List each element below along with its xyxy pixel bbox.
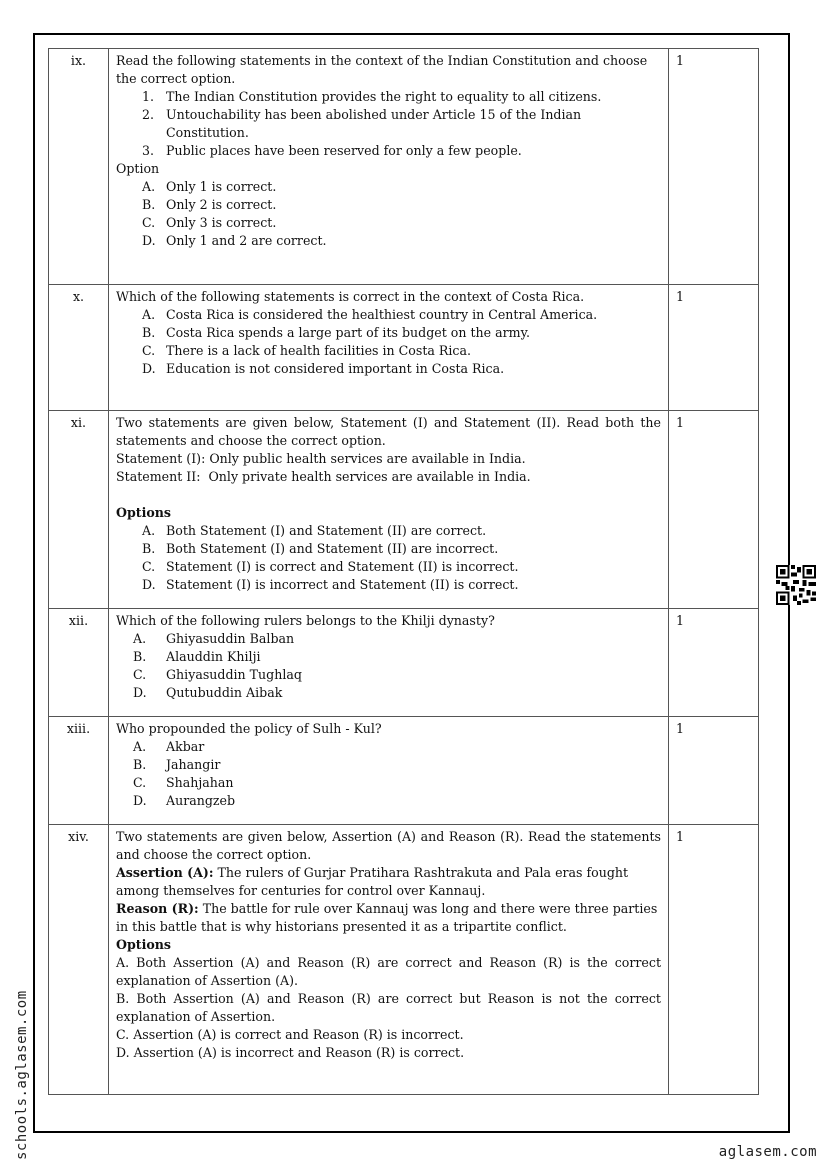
question-row bbox=[49, 411, 759, 609]
statement-two: Statement II: Only private health services are available in India. bbox=[116, 469, 531, 484]
question-table bbox=[48, 48, 759, 1095]
bottom-watermark: aglasem.com bbox=[718, 1144, 817, 1160]
question-number: xii. bbox=[49, 609, 109, 717]
question-number: xiii. bbox=[49, 717, 109, 825]
question-body bbox=[109, 411, 669, 609]
list-item: C. There is a lack of health facilities in Costa Rica. bbox=[142, 343, 471, 358]
list-item: C. Ghiyasuddin Tughlaq bbox=[133, 667, 302, 682]
question-text: Which of the following rulers belongs to the Khilji dynasty? bbox=[116, 613, 495, 628]
option-item: B. Both Assertion (A) and Reason (R) are correct but Reason is not the correct explanation of Assertion. bbox=[116, 991, 661, 1024]
list-item: A. Both Statement (I) and Statement (II) are correct. bbox=[142, 523, 487, 538]
question-body bbox=[109, 717, 669, 825]
question-body bbox=[109, 285, 669, 411]
list-item: D. Qutubuddin Aibak bbox=[133, 685, 283, 700]
list-item: C. Shahjahan bbox=[133, 775, 234, 790]
question-row bbox=[49, 717, 759, 825]
option-list bbox=[116, 522, 661, 594]
list-item: B. Only 2 is correct. bbox=[142, 197, 277, 212]
qr-code-icon bbox=[776, 565, 816, 605]
marks: 1 bbox=[669, 285, 759, 411]
marks: 1 bbox=[669, 825, 759, 1095]
question-row bbox=[49, 285, 759, 411]
statement-one: Statement (I): Only public health services are available in India. bbox=[116, 451, 526, 466]
list-item: D. Education is not considered important in Costa Rica. bbox=[142, 361, 505, 376]
list-item: B. Alauddin Khilji bbox=[133, 649, 261, 664]
question-number: xi. bbox=[49, 411, 109, 609]
assertion-label: Assertion (A): bbox=[116, 865, 214, 880]
option-label: Options bbox=[116, 937, 172, 952]
side-watermark: schools.aglasem.com bbox=[14, 990, 30, 1160]
question-text: Two statements are given below, Assertion (A) and Reason (R). Read the statements and choose the correct option. bbox=[116, 829, 661, 862]
option-item: A. Both Assertion (A) and Reason (R) are correct and Reason (R) is the correct explanation of Assertion (A). bbox=[116, 955, 661, 988]
option-list bbox=[116, 630, 661, 702]
assertion-text: The rulers of Gurjar Pratihara Rashtrakuta and Pala eras fought among themselves for centuries for control over Kannauj. bbox=[116, 865, 629, 898]
question-row bbox=[49, 609, 759, 717]
marks: 1 bbox=[669, 717, 759, 825]
list-item: D. Aurangzeb bbox=[133, 793, 236, 808]
list-item: B. Costa Rica spends a large part of its budget on the army. bbox=[142, 325, 531, 340]
statement-list bbox=[116, 88, 661, 160]
question-text: Who propounded the policy of Sulh - Kul? bbox=[116, 721, 382, 736]
question-number: x. bbox=[49, 285, 109, 411]
question-body bbox=[109, 49, 669, 285]
reason bbox=[116, 900, 661, 936]
list-item: D. Statement (I) is incorrect and Statement (II) is correct. bbox=[142, 577, 519, 592]
question-body bbox=[109, 609, 669, 717]
question-number: ix. bbox=[49, 49, 109, 285]
list-item: 1. The Indian Constitution provides the right to equality to all citizens. bbox=[142, 89, 602, 104]
question-row bbox=[49, 825, 759, 1095]
list-item: 2. Untouchability has been abolished under Article 15 of the Indian Constitution. bbox=[142, 107, 582, 140]
list-item: B. Both Statement (I) and Statement (II) are incorrect. bbox=[142, 541, 499, 556]
marks: 1 bbox=[669, 49, 759, 285]
assertion bbox=[116, 864, 661, 900]
list-item: C. Statement (I) is correct and Statement (II) is incorrect. bbox=[142, 559, 519, 574]
marks: 1 bbox=[669, 609, 759, 717]
reason-text: The battle for rule over Kannauj was long and there were three parties in this battle that is why historians presented it as a tripartite conflict. bbox=[116, 901, 658, 934]
list-item: A. Ghiyasuddin Balban bbox=[133, 631, 295, 646]
option-label: Options bbox=[116, 505, 172, 520]
reason-label: Reason (R): bbox=[116, 901, 199, 916]
question-body bbox=[109, 825, 669, 1095]
question-text: Two statements are given below, Statement (I) and Statement (II). Read both the statements and choose the correct option. bbox=[116, 415, 661, 448]
marks: 1 bbox=[669, 411, 759, 609]
list-item: A. Only 1 is correct. bbox=[142, 179, 277, 194]
option-list bbox=[116, 178, 661, 250]
list-item: D. Only 1 and 2 are correct. bbox=[142, 233, 327, 248]
option-list bbox=[116, 306, 661, 378]
option-item: D. Assertion (A) is incorrect and Reason (R) is correct. bbox=[116, 1045, 465, 1060]
list-item: C. Only 3 is correct. bbox=[142, 215, 277, 230]
list-item: 3. Public places have been reserved for only a few people. bbox=[142, 143, 522, 158]
list-item: B. Jahangir bbox=[133, 757, 221, 772]
question-text: Read the following statements in the context of the Indian Constitution and choose the correct option. bbox=[116, 53, 648, 86]
question-number: xiv. bbox=[49, 825, 109, 1095]
question-text: Which of the following statements is correct in the context of Costa Rica. bbox=[116, 289, 585, 304]
option-label: Option bbox=[116, 161, 160, 176]
option-item: C. Assertion (A) is correct and Reason (R) is incorrect. bbox=[116, 1027, 464, 1042]
list-item: A. Akbar bbox=[133, 739, 205, 754]
question-row bbox=[49, 49, 759, 285]
option-list bbox=[116, 738, 661, 810]
list-item: A. Costa Rica is considered the healthiest country in Central America. bbox=[142, 307, 598, 322]
